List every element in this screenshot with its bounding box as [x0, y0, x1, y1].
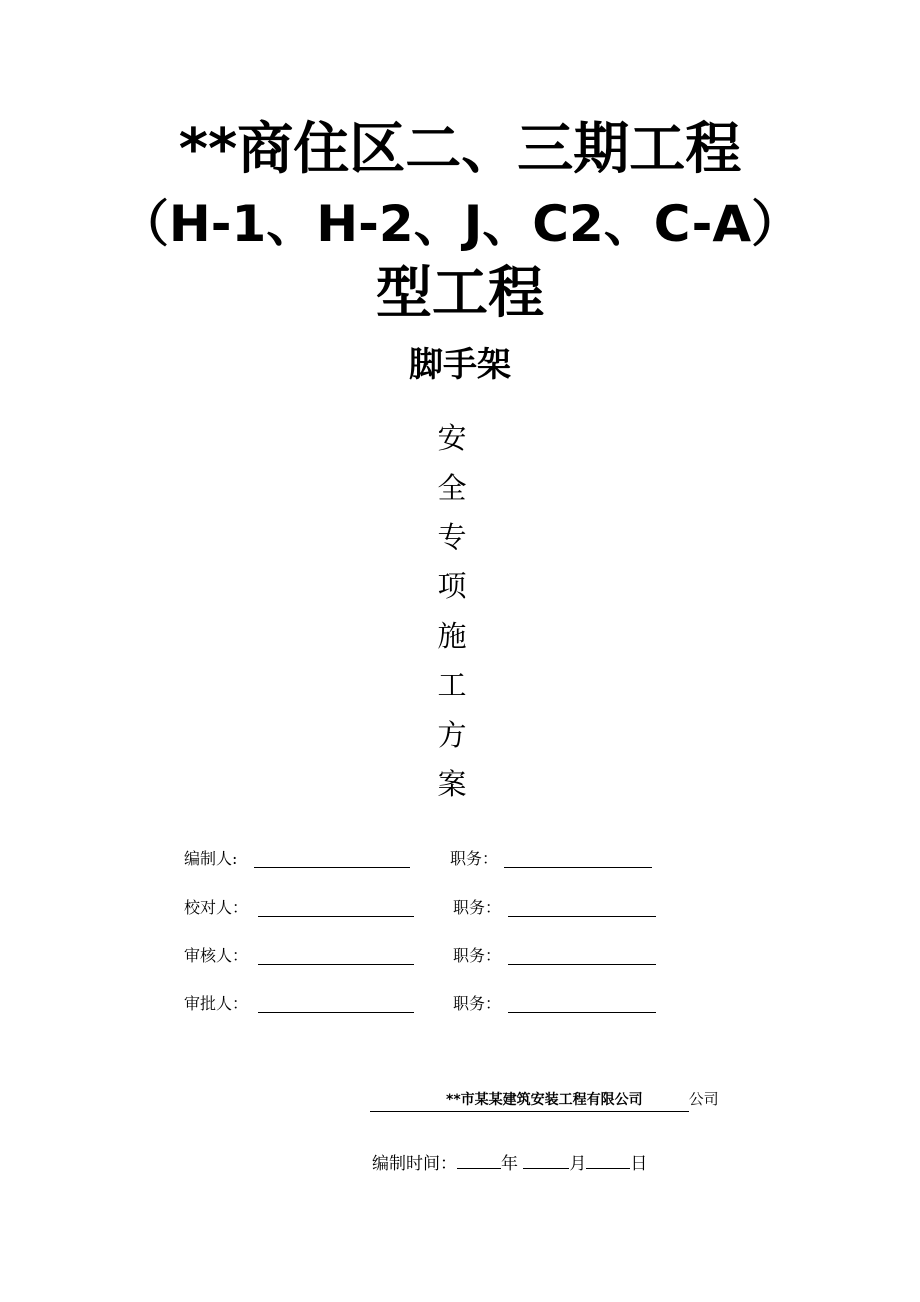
- approver-name-blank[interactable]: [258, 1012, 414, 1013]
- reviewer-name-blank[interactable]: [258, 964, 414, 965]
- day-blank[interactable]: [586, 1150, 630, 1169]
- compiler-name-blank[interactable]: [254, 867, 410, 868]
- vertical-subtitle-char: 工: [437, 668, 467, 702]
- compile-date-line: [372, 1150, 647, 1176]
- compiler-label: 编制人:: [184, 849, 238, 868]
- signature-row-reviewer: [0, 945, 920, 971]
- compiler-role-blank[interactable]: [504, 867, 652, 868]
- reviewer-role-blank[interactable]: [508, 964, 656, 965]
- document-title-line-2: （H-1、H-2、J、C2、C-A）: [118, 195, 802, 253]
- reviewer-role-label: 职务：: [453, 946, 502, 965]
- signature-row-proofreader: [0, 897, 920, 923]
- year-blank[interactable]: [457, 1150, 501, 1169]
- reviewer-label: 审核人：: [184, 946, 249, 965]
- proofreader-role-label: 职务：: [453, 898, 502, 917]
- vertical-subtitle-char: 安: [437, 421, 467, 455]
- year-label: 年: [501, 1154, 518, 1174]
- signature-row-compiler: [0, 848, 920, 874]
- company-line: [370, 1088, 719, 1112]
- proofreader-label: 校对人：: [184, 898, 249, 917]
- company-name: **市某某建筑安装工程有限公司: [370, 1089, 689, 1112]
- company-suffix: 公司: [688, 1090, 719, 1108]
- document-title-line-1: **商住区二、三期工程: [178, 117, 742, 182]
- vertical-subtitle-char: 案: [437, 767, 467, 801]
- approver-role-blank[interactable]: [508, 1012, 656, 1013]
- vertical-subtitle-char: 方: [437, 718, 467, 752]
- document-title-line-3: 型工程: [376, 261, 544, 326]
- proofreader-role-blank[interactable]: [508, 916, 656, 917]
- proofreader-name-blank[interactable]: [258, 916, 414, 917]
- vertical-subtitle-char: 施: [437, 619, 467, 653]
- compile-date-label: 编制时间：: [372, 1154, 457, 1174]
- vertical-subtitle-char: 项: [437, 569, 467, 603]
- signature-row-approver: [0, 993, 920, 1019]
- vertical-subtitle-char: 全: [437, 471, 467, 505]
- approver-role-label: 职务：: [453, 994, 502, 1013]
- month-blank[interactable]: [523, 1150, 569, 1169]
- vertical-subtitle-char: 专: [437, 520, 467, 554]
- approver-label: 审批人：: [184, 994, 249, 1013]
- month-label: 月: [569, 1154, 587, 1174]
- document-subject: 脚手架: [409, 345, 511, 385]
- compiler-role-label: 职务：: [450, 849, 499, 868]
- day-label: 日: [630, 1154, 648, 1174]
